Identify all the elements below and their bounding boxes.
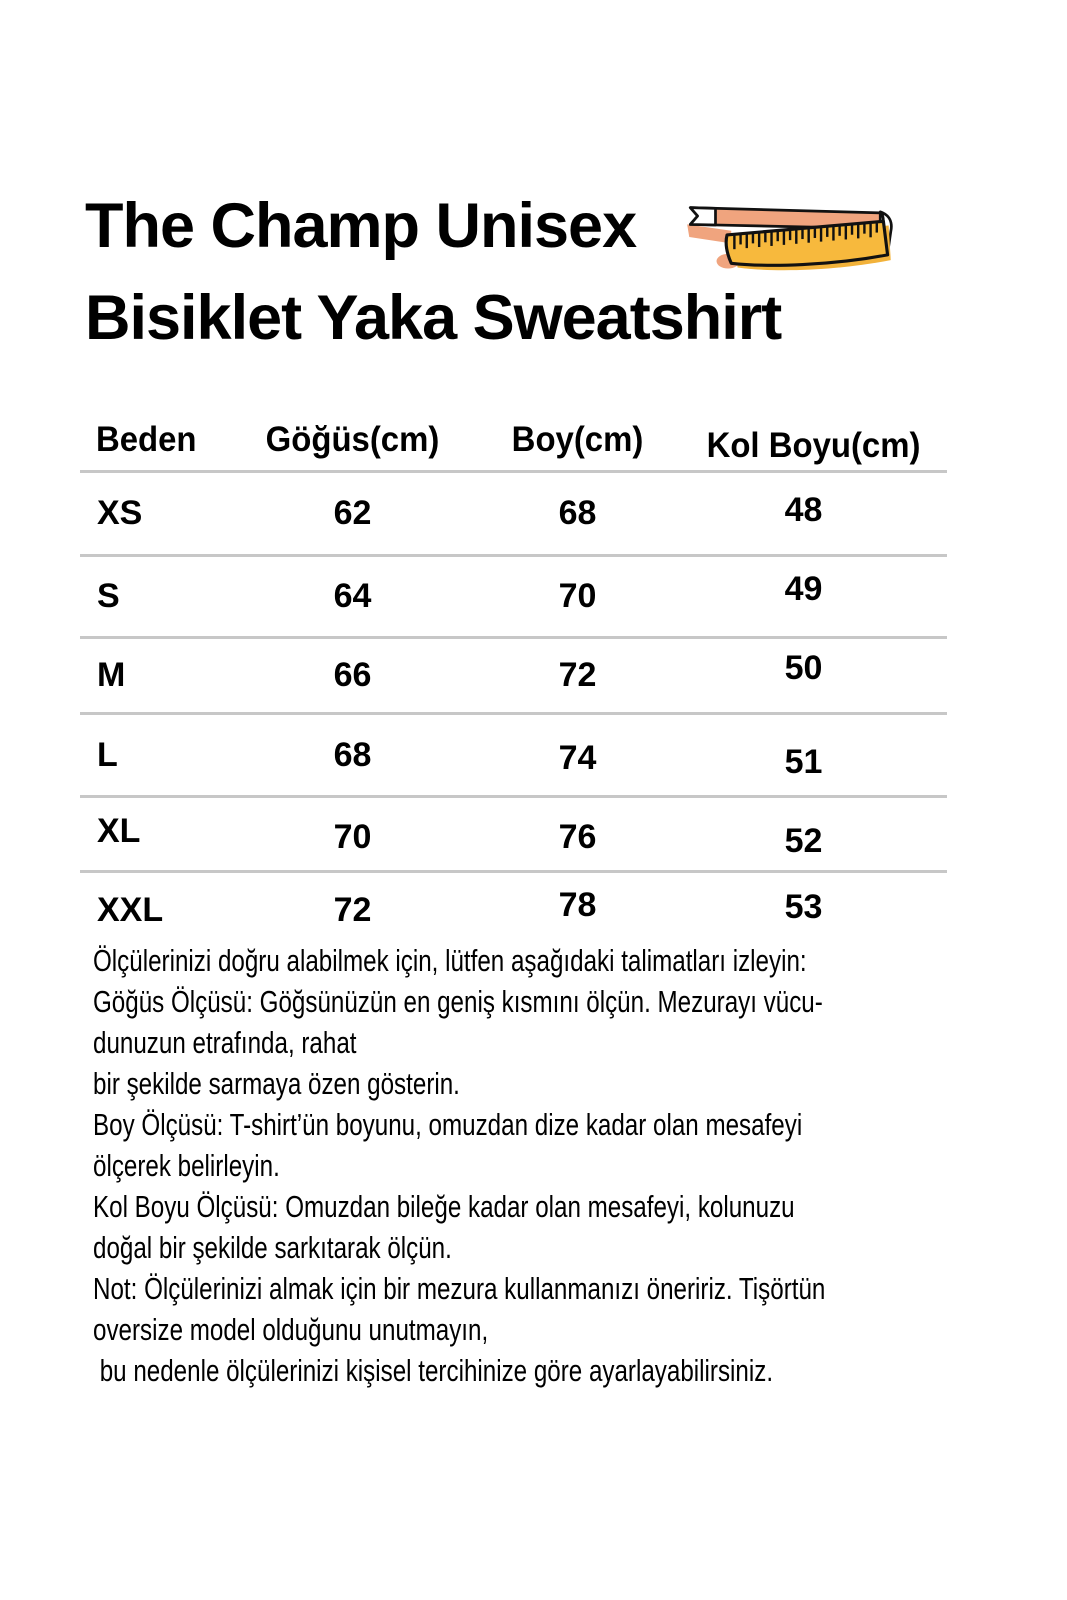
tape-band-end	[690, 208, 715, 225]
column-header-boy: Boy(cm)	[511, 420, 644, 459]
table-row-xs	[80, 473, 947, 557]
gogus-value: 68	[333, 735, 372, 774]
gogus-value: 72	[333, 891, 372, 929]
size-label: XXL	[97, 891, 164, 929]
kol-boyu-value: 50	[784, 649, 823, 687]
boy-value: 70	[558, 577, 597, 615]
boy-value: 76	[558, 817, 597, 856]
table-row-m	[80, 639, 947, 715]
instruction-line: doğal bir şekilde sarkıtarak ölçün.	[93, 1230, 452, 1265]
size-label: XS	[97, 494, 143, 532]
gogus-value: 70	[333, 817, 372, 856]
instruction-line: ölçerek belirleyin.	[93, 1148, 280, 1183]
instruction-line: Boy Ölçüsü: T-shirt’ün boyunu, omuzdan dize kadar olan mesafeyi	[93, 1107, 803, 1142]
gogus-value: 64	[333, 577, 372, 615]
instruction-line: bir şekilde sarmaya özen gösterin.	[93, 1066, 460, 1101]
page-title-line-2: Bisiklet Yaka Sweatshirt	[85, 283, 782, 353]
measuring-tape-icon	[685, 194, 895, 279]
size-table-header-row	[80, 410, 947, 473]
kol-boyu-value: 53	[784, 888, 823, 926]
table-row-s	[80, 557, 947, 639]
table-row-xl	[80, 798, 947, 873]
instruction-line: Kol Boyu Ölçüsü: Omuzdan bileğe kadar olan mesafeyi, kolunuzu	[93, 1189, 795, 1224]
boy-value: 74	[558, 738, 597, 777]
size-label: XL	[97, 811, 141, 850]
page-title	[85, 180, 781, 364]
column-header-gogus: Göğüs(cm)	[265, 420, 440, 459]
page-title-line-1: The Champ Unisex	[85, 191, 637, 261]
gogus-value: 62	[333, 494, 372, 532]
kol-boyu-value: 51	[784, 742, 823, 781]
table-row-l	[80, 715, 947, 798]
boy-value: 78	[558, 886, 597, 924]
boy-value: 72	[558, 656, 597, 694]
size-label: S	[97, 577, 120, 615]
measurement-instructions	[93, 940, 1032, 1391]
kol-boyu-value: 52	[784, 821, 823, 860]
tape-shadow-shape	[687, 224, 731, 243]
instruction-line: Ölçülerinizi doğru alabilmek için, lütfen aşağıdaki talimatları izleyin:	[93, 943, 807, 978]
instruction-line: dunuzun etrafında, rahat	[93, 1025, 357, 1060]
size-table	[80, 410, 947, 948]
gogus-value: 66	[333, 656, 372, 694]
instruction-line: Not: Ölçülerinizi almak için bir mezura kullanmanızı öneririz. Tişörtün	[93, 1271, 826, 1306]
size-label: L	[97, 735, 118, 774]
kol-boyu-value: 49	[784, 570, 823, 608]
instruction-line: oversize model olduğunu unutmayın,	[93, 1312, 489, 1347]
column-header-beden: Beden	[95, 420, 197, 459]
instruction-line: bu nedenle ölçülerinizi kişisel tercihinize göre ayarlayabilirsiniz.	[93, 1353, 774, 1388]
instruction-line: Göğüs Ölçüsü: Göğsünüzün en geniş kısmını ölçün. Mezurayı vücu-	[93, 984, 823, 1019]
kol-boyu-value: 48	[784, 491, 823, 529]
column-header-kol-boyu: Kol Boyu(cm)	[706, 426, 921, 465]
size-label: M	[97, 656, 126, 694]
boy-value: 68	[558, 494, 597, 532]
table-row-xxl	[80, 873, 947, 948]
